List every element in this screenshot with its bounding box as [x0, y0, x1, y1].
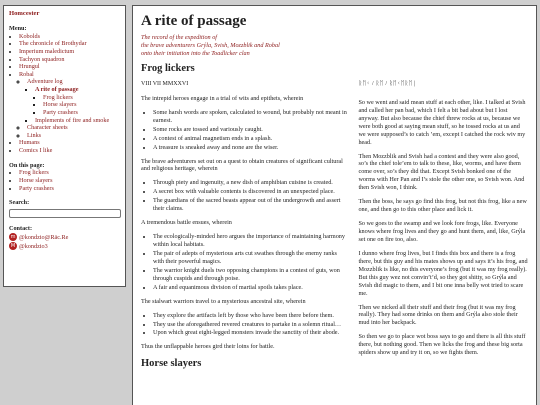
adventure-log-submenu — [27, 86, 120, 124]
sidebar — [3, 5, 126, 287]
list-item: • Some harsh words are spoken, calculated to wound, but probably not meant in earnest. — [153, 109, 348, 125]
narrative-paragraph: So then we go to place wot boss says to go and there is all this stuff there, but nothing good. Then we licks the frog and these big sorta spiders show up and try it on, so we fights them. — [358, 333, 526, 357]
menu-item-frog-lickers — [43, 94, 120, 102]
menu-list — [9, 33, 120, 155]
menu-link-party-crashers[interactable]: Party crashers — [43, 108, 78, 116]
narrative-paragraph: So we went and said mean stuff at each other, like. I talked at Svish and called her pan bad, which I felt a bit bad about but I lost anyway. But also because the chief threw rocks at us, because we were both good at saying mean stuff, so he tossed rocks at us and we were supposed’s to catch ’em, except I catched the rock wiv my head. — [358, 98, 526, 146]
narrative-paragraph: Then Mozzblik and Svish had a contest and they were also good, so’s the chief tole’em to talk to these, like, worms, and have them come over, so’s they did that. Except Svish bonked one of the worms with Her Pan and I’s stole the other one, so Svish won. And then Svish won, I think. — [358, 152, 525, 192]
robal-submenu — [19, 78, 120, 139]
on-this-page-list — [9, 169, 120, 192]
narrative-paragraph: I dunno where frog lives, but I finds this box and there is a frog there, but this guy and his mates shows up and says it’s his frog, and Mozzblik is like, no this everyone’s frog (but it was my frog really). But this guy wez not convin’t’d, so they got shitty, so Grýla and Svish did magic to them, and I bit one inna belly wot tried to scare me. — [358, 249, 528, 297]
summary-paragraph: A tremendous battle ensues, wherein — [141, 219, 232, 227]
narrative-paragraph: Then we nicked all their stuff and their frog (but it was my frog really). They had some drinks on them and Grýla also stole their mud into her backpack. — [358, 303, 518, 327]
menu-item-imperium — [19, 48, 120, 56]
page-title: A rite of passage — [141, 13, 247, 29]
list-item: • A contest of animal magnetism ends in a splash. — [153, 135, 348, 143]
menu-link-tachyon[interactable]: Tachyon squadron — [19, 55, 65, 63]
menu-link-links[interactable]: Links — [27, 131, 42, 139]
menu-link-horse-slayers[interactable]: Horse slayers — [43, 101, 77, 109]
otp-link-party-crashers[interactable]: Party crashers — [19, 184, 54, 192]
summary-list — [141, 179, 348, 213]
runic-date: ᚱᛖᚲ / ᚱᛖ / ᚱᛖᚲᛖᚱᛖ | — [358, 81, 416, 88]
menu-link-kobolds[interactable]: Kobolds — [19, 32, 40, 40]
menu-link-hrungul[interactable]: Hrungul — [19, 63, 40, 71]
list-item: • The ecologically-minded hero argues the importance of maintaining harmony within local habitats. — [153, 233, 348, 249]
list-item: • Upon which great eight-legged monsters invade the sanctity of their abode. — [153, 329, 348, 337]
menu-item-current-page — [35, 86, 120, 117]
menu-link-comics[interactable]: Comics I like — [19, 147, 53, 155]
menu-link-robal[interactable]: Robal — [19, 70, 34, 78]
otp-link-frog-lickers[interactable]: Frog lickers — [19, 169, 49, 177]
narrative-paragraph: Then the boss, he says go find this frog, but not this frog, like a new one, and then go to this other place and lick it. — [358, 198, 527, 214]
menu-item-tachyon — [19, 56, 120, 64]
menu-link-character-sheets[interactable]: Character sheets — [27, 124, 68, 132]
session-date: VIII VII MMXXVI — [141, 81, 189, 88]
narrative-paragraph: So we goes to the swamp and we look fore frogs, like. Everyone knows where frog lives and they go and hunt them, and, like, Grýla set one on fire too, also. — [358, 220, 526, 243]
menu-item-links — [27, 132, 120, 140]
list-item: • They explore the artifacts left by those who have been there before them. — [153, 312, 348, 320]
mastodon-icon: M — [10, 243, 16, 250]
otp-item-party-crashers — [19, 185, 120, 193]
search-input[interactable] — [9, 209, 121, 218]
menu-item-robal — [19, 71, 120, 140]
list-item: • The guardians of the sacred beasts appear out of the undergrowth and assert their claims. — [153, 197, 348, 213]
main-content — [132, 5, 537, 405]
otp-item-frog-lickers — [19, 169, 120, 177]
current-page-label: A rite of passage — [35, 86, 79, 94]
summary-paragraph: The brave adventurers set out on a quest to obtain creatures of significant cultural and religious heritage, wherein — [141, 157, 343, 173]
contact-matrix — [9, 233, 120, 241]
otp-link-horse-slayers[interactable]: Horse slayers — [19, 176, 53, 184]
menu-item-party-crashers — [43, 109, 120, 117]
menu-link-humans[interactable]: Humans — [19, 139, 40, 147]
contact-heading: Contact: — [9, 224, 33, 232]
summary-list — [141, 109, 348, 152]
subtitle-line: the brave adventurers Grýla, Svish, Mozzblik and Robal — [141, 41, 280, 49]
list-item: • Through piety and ingenuity, a new dish of amphibian cuisine is created. — [153, 179, 348, 187]
menu-link-implements[interactable]: Implements of fire and smoke — [35, 116, 110, 124]
contact-matrix-link[interactable]: @kondzio@Räc.Re — [19, 233, 69, 241]
menu-item-adventure-log — [27, 78, 120, 124]
section-heading-horse-slayers: Horse slayers — [141, 358, 202, 370]
summary-list — [141, 312, 348, 338]
menu-item-chronicle — [19, 40, 120, 48]
menu-link-frog-lickers[interactable]: Frog lickers — [43, 93, 73, 101]
summary-column — [141, 78, 348, 375]
list-item: • A secret box with valuable contents is discovered in an unexpected place. — [153, 188, 348, 196]
menu-heading: Menu: — [9, 25, 27, 33]
subtitle-line: The record of the expedition of — [141, 34, 218, 41]
summary-paragraph: The intrepid heroes engage in a trial of wits and epithets, wherein — [141, 94, 304, 102]
menu-item-humans — [19, 139, 120, 147]
article-columns — [141, 78, 528, 375]
summary-paragraph: The stalwart warriors travel to a mysterious ancestral site, wherein — [141, 297, 306, 305]
summary-paragraph: Thus the unflappable heroes gird their loins for battle. — [141, 343, 275, 351]
page-subtitle — [141, 34, 528, 57]
menu-item-character-sheets — [27, 124, 120, 132]
contact-mastodon-link[interactable]: @kondzio3 — [19, 242, 48, 250]
list-item: • A fair and equanimous division of martial spoils takes place. — [153, 284, 348, 292]
subtitle-line: onto their initiation into the Toadlicker clan — [141, 49, 250, 57]
matrix-icon: m — [10, 234, 16, 241]
summary-list — [141, 233, 348, 292]
menu-item-hrungul — [19, 63, 120, 71]
list-item: • Some rocks are tossed and variously caught. — [153, 126, 348, 134]
menu-link-imperium[interactable]: Imperium maledictum — [19, 47, 75, 55]
search-label: Search: — [9, 199, 30, 207]
current-page-submenu — [35, 94, 120, 117]
contact-mastodon — [9, 242, 120, 250]
menu-link-adventure-log[interactable]: Adventure log — [27, 78, 63, 86]
list-item: • The warrior knight duels two opposing champions in a contest of guts, won through cuspids and through poise. — [153, 267, 348, 283]
menu-link-chronicle[interactable]: The chronicle of Brothydar — [19, 40, 87, 48]
list-item: • The pair of adepts of mysterious arts cut swathes through the enemy ranks with their powerful magics. — [153, 250, 348, 266]
menu-item-kobolds — [19, 33, 120, 41]
on-this-page-heading: On this page: — [9, 161, 45, 169]
list-item: • They use the aforegathered revered creatures to partake in a solemn ritual… — [153, 321, 348, 329]
list-item: • A treasure is sneaked away and none are the wiser. — [153, 144, 348, 152]
menu-item-implements — [35, 117, 120, 125]
narrative-column — [358, 78, 528, 375]
site-title-link[interactable]: Homcester — [9, 10, 40, 17]
section-heading-frog-lickers: Frog lickers — [141, 63, 195, 75]
otp-item-horse-slayers — [19, 177, 120, 185]
menu-item-comics — [19, 147, 120, 155]
menu-item-horse-slayers — [43, 101, 120, 109]
